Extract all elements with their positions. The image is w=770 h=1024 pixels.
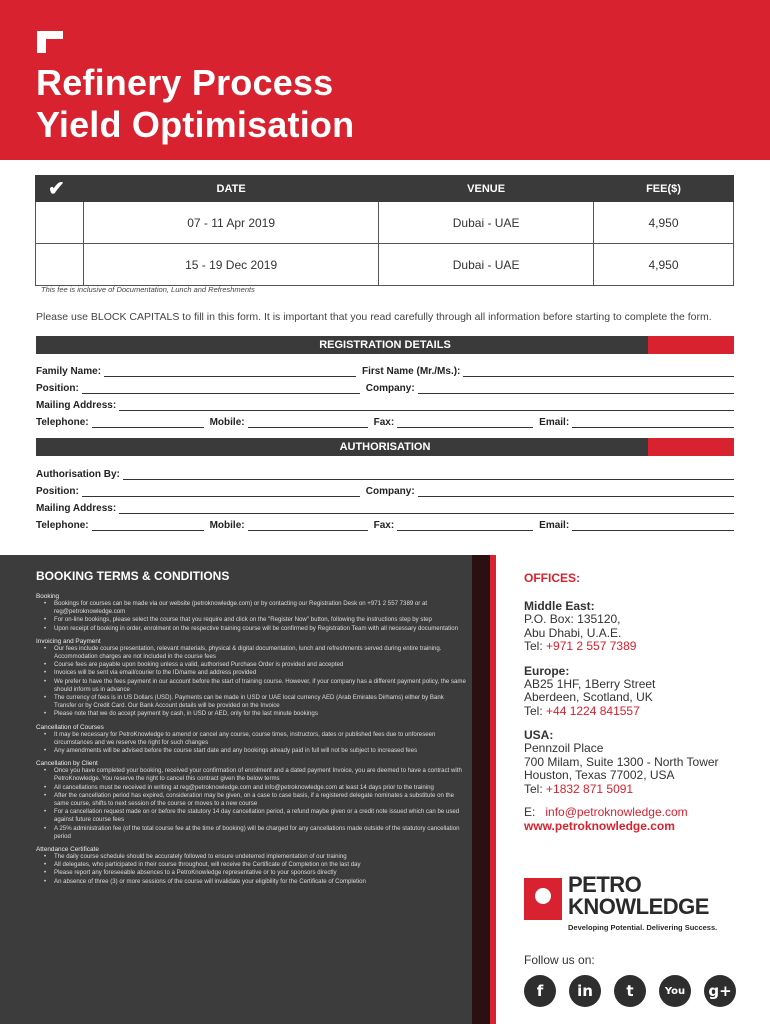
terms-item: • We prefer to have the fees payment in our account before the start of training course. However, if your company has a different payment policy, the same should inform us in advance bbox=[42, 678, 466, 694]
email-line: E: info@petroknowledge.com bbox=[524, 805, 688, 819]
table-row[interactable] bbox=[36, 244, 734, 286]
googleplus-icon[interactable]: g+ bbox=[704, 975, 736, 1007]
position-field[interactable] bbox=[82, 384, 360, 394]
company-field[interactable] bbox=[418, 384, 734, 394]
col-date: DATE bbox=[84, 176, 379, 202]
terms-heading: BOOKING TERMS & CONDITIONS bbox=[36, 569, 230, 583]
office-tel: Tel: +971 2 557 7389 bbox=[524, 639, 637, 653]
authorisation-heading: AUTHORISATION bbox=[36, 438, 734, 456]
select-checkbox[interactable] bbox=[36, 244, 84, 286]
corner-logo-icon bbox=[37, 31, 63, 53]
date-cell: 07 - 11 Apr 2019 bbox=[84, 202, 379, 244]
terms-item: • Invoices will be sent via email/courier to the ID/name and address provided bbox=[42, 669, 466, 677]
reg-row-position: Position: Company: bbox=[36, 383, 734, 394]
auth-row-contact: Telephone: Mobile: Fax: Email: bbox=[36, 520, 734, 531]
first-name-field[interactable] bbox=[463, 367, 734, 377]
terms-item: • All cancellations must be received in writing at reg@petroknowledge.com and info@petroknowledge.com at least 14 days prior to the training bbox=[42, 784, 466, 792]
form-instruction: Please use BLOCK CAPITALS to fill in this form. It is important that you read carefully through all information before starting to complete the form. bbox=[36, 311, 712, 323]
fee-cell: 4,950 bbox=[594, 202, 734, 244]
auth-telephone-field[interactable] bbox=[92, 521, 204, 531]
authorised-by-field[interactable] bbox=[123, 470, 734, 480]
office-region: USA: bbox=[524, 728, 554, 742]
auth-mobile-field[interactable] bbox=[248, 521, 368, 531]
phone-link[interactable]: +1832 871 5091 bbox=[546, 781, 634, 796]
terms-item: • Upon receipt of booking in order, enrolment on the respective training course will be confirmed by Registration Team with all necessary documentation bbox=[42, 625, 466, 633]
mailing-address-field[interactable] bbox=[119, 401, 734, 411]
fee-note: This fee is inclusive of Documentation, Lunch and Refreshments bbox=[41, 285, 255, 294]
terms-list bbox=[42, 731, 466, 756]
terms-item: • For on-line bookings, please select the course that you require and click on the "Register Now" button, following the instructions step by step bbox=[42, 616, 466, 624]
terms-list bbox=[42, 600, 466, 633]
office-line: Pennzoil Place bbox=[524, 741, 604, 755]
check-icon: ✔ bbox=[36, 176, 84, 202]
auth-mailing-address-field[interactable] bbox=[119, 504, 734, 514]
terms-list bbox=[42, 645, 466, 719]
office-tel: Tel: +44 1224 841557 bbox=[524, 703, 640, 718]
office-line: Abu Dhabi, U.A.E. bbox=[524, 625, 622, 640]
terms-list bbox=[42, 767, 466, 841]
email-link[interactable]: info@petroknowledge.com bbox=[545, 805, 688, 819]
terms-item: • Course fees are payable upon booking unless a valid, authorised Purchase Order is provided and accepted bbox=[42, 661, 466, 669]
fee-cell: 4,950 bbox=[594, 244, 734, 286]
col-venue: VENUE bbox=[379, 176, 594, 202]
phone-link[interactable]: +971 2 557 7389 bbox=[546, 639, 637, 653]
phone-link[interactable]: +44 1224 841557 bbox=[546, 703, 640, 718]
terms-section-title: Cancellation of Courses bbox=[36, 723, 104, 731]
auth-row-by: Authorisation By: bbox=[36, 469, 734, 480]
terms-item: • For a cancellation request made on or before the statutory 14 day cancellation period, a refund maybe given or a credit note issued which can be used against future course fees bbox=[42, 808, 466, 824]
terms-item: • After the cancellation period has expired, consideration may be given, on a case to case basis, if a registered delegate nominates a substitute on the same course, shifts to next session of the course or moves to a new course bbox=[42, 792, 466, 808]
terms-sections bbox=[36, 593, 466, 886]
table-row[interactable] bbox=[36, 202, 734, 244]
auth-row-mailing: Mailing Address: bbox=[36, 503, 734, 514]
twitter-icon[interactable]: t bbox=[614, 975, 646, 1007]
terms-item: • The currency of fees is in US Dollars (USD). Payments can be made in USD or UAE local currency AED (Arab Emirates Dirhams) either by Bank Transfer or by Credit Card. Our Bank Account details will be provided on the Invoice bbox=[42, 694, 466, 710]
office-line: Houston, Texas 77002, USA bbox=[524, 768, 675, 782]
reg-row-mailing: Mailing Address: bbox=[36, 400, 734, 411]
brand-tagline: Developing Potential. Delivering Success. bbox=[568, 923, 718, 932]
registration-heading: REGISTRATION DETAILS bbox=[36, 336, 734, 354]
terms-section-title: Cancellation by Client bbox=[36, 760, 98, 768]
terms-item: • Bookings for courses can be made via our website (petroknowledge.com) or by contacting our Registration Desk on +971 2 557 7389 or at reg@petroknowledge.com bbox=[42, 600, 466, 616]
offices-heading: OFFICES: bbox=[524, 571, 580, 585]
brand-mark-icon bbox=[524, 878, 562, 920]
col-fee: FEE($) bbox=[594, 176, 734, 202]
terms-content bbox=[36, 569, 466, 886]
terms-section-title: Invoicing and Payment bbox=[36, 637, 101, 645]
family-name-field[interactable] bbox=[104, 367, 356, 377]
select-checkbox[interactable] bbox=[36, 202, 84, 244]
auth-email-field[interactable] bbox=[572, 521, 734, 531]
office-line: AB25 1HF, 1Berry Street bbox=[524, 676, 656, 691]
offices-block bbox=[524, 571, 764, 833]
office-region: Europe: bbox=[524, 663, 570, 678]
linkedin-icon[interactable]: in bbox=[569, 975, 601, 1007]
divider-strip bbox=[472, 555, 490, 1024]
mobile-field[interactable] bbox=[248, 418, 368, 428]
terms-section-title: Attendance Certificate bbox=[36, 846, 99, 854]
youtube-icon[interactable]: You bbox=[659, 975, 691, 1007]
divider-strip-red bbox=[490, 555, 496, 1024]
venue-cell: Dubai - UAE bbox=[379, 244, 594, 286]
terms-item: • It may be necessary for PetroKnowledge to amend or cancel any course, course times, instructors, dates or published fees due to unforeseen circumstances and we reserve the right for such changes bbox=[42, 731, 466, 747]
header-banner bbox=[0, 0, 770, 160]
footer-section bbox=[0, 555, 770, 1024]
petroknowledge-logo: PETRO KNOWLEDGE Developing Potential. Delivering Success. bbox=[524, 874, 744, 938]
auth-fax-field[interactable] bbox=[397, 521, 533, 531]
terms-item: • All delegates, who participated in their course throughout, will receive the Certificate of Completion on the last day bbox=[42, 861, 466, 869]
follow-label: Follow us on: bbox=[524, 953, 595, 967]
auth-row-position: Position: Company: bbox=[36, 486, 734, 497]
auth-position-field[interactable] bbox=[82, 487, 360, 497]
terms-item: • Please report any foreseeable absences to a PetroKnowledge representative or to your sponsors directly bbox=[42, 869, 466, 877]
office-line: 700 Milam, Suite 1300 - North Tower bbox=[524, 754, 719, 769]
terms-panel bbox=[0, 555, 472, 1024]
terms-list bbox=[42, 853, 466, 886]
terms-item: • The daily course schedule should be accurately followed to ensure undeterred implementation of our training bbox=[42, 853, 466, 861]
social-icons bbox=[524, 975, 736, 1007]
terms-section-title: Booking bbox=[36, 593, 60, 600]
terms-item: • Any amendments will be advised before the course start date and any bookings already paid in full will not be subject to increased fees bbox=[42, 747, 466, 755]
reg-row-contact: Telephone: Mobile: Fax: Email: bbox=[36, 417, 734, 428]
terms-item: • A 25% administration fee (of the total course fee at the time of booking) will be charged for any cancellations made outside of the statutory cancellation period bbox=[42, 825, 466, 841]
telephone-field[interactable] bbox=[92, 418, 204, 428]
venue-cell: Dubai - UAE bbox=[379, 202, 594, 244]
terms-item: • An absence of three (3) or more sessions of the course will invalidate your eligibility for the Certificate of Completion bbox=[42, 878, 466, 886]
website-link[interactable]: www.petroknowledge.com bbox=[524, 818, 675, 833]
auth-company-field[interactable] bbox=[418, 487, 734, 497]
reg-row-name: Family Name: First Name (Mr./Ms.): bbox=[36, 366, 734, 377]
email-field[interactable] bbox=[572, 418, 734, 428]
terms-item: • Our fees include course presentation, relevant materials, physical & digital documentation, lunch and refreshments served during entire training. Accommodation charges are not included in the course fees bbox=[42, 645, 466, 661]
office-tel: Tel: +1832 871 5091 bbox=[524, 781, 634, 796]
office-line: Aberdeen, Scotland, UK bbox=[524, 690, 653, 704]
office-line: P.O. Box: 135120, bbox=[524, 612, 621, 626]
terms-item: • Please note that we do accept payment by cash, in USD or AED, only for the last minute bookings bbox=[42, 710, 466, 718]
schedule-table bbox=[35, 175, 734, 286]
facebook-icon[interactable]: f bbox=[524, 975, 556, 1007]
fax-field[interactable] bbox=[397, 418, 533, 428]
terms-item: • Once you have completed your booking, received your confirmation of enrolment and a dated payment Invoice, you are deemed to have a contract with PetroKnowledge. You reserve the right to cancel this contract given the below terms bbox=[42, 767, 466, 783]
date-cell: 15 - 19 Dec 2019 bbox=[84, 244, 379, 286]
page-title: Refinery Process Yield Optimisation bbox=[36, 62, 355, 145]
office-region: Middle East: bbox=[524, 599, 595, 613]
